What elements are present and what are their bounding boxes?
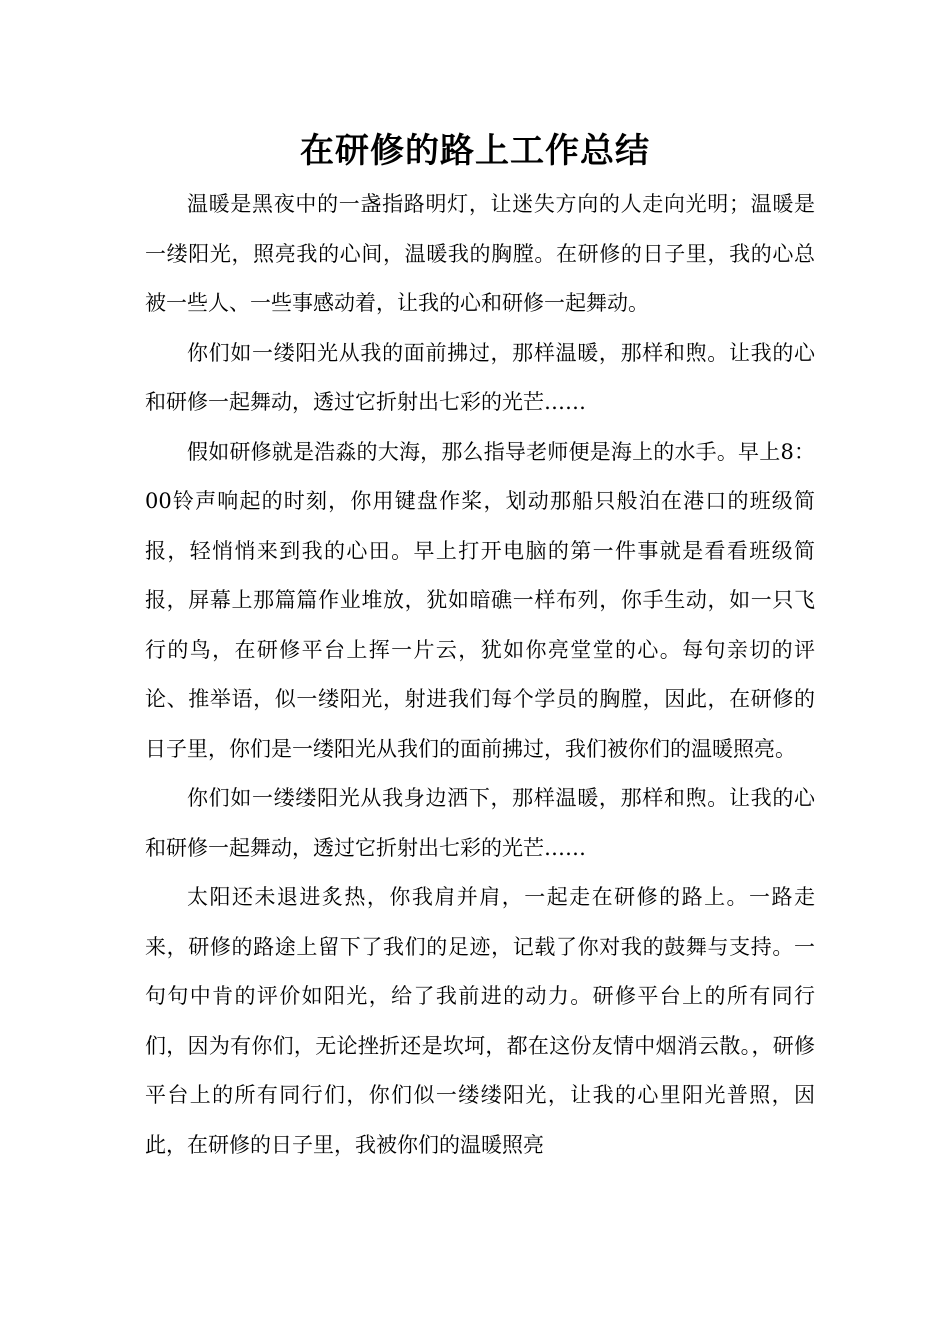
paragraph-2: 你们如一缕阳光从我的面前拂过，那样温暖，那样和煦。让我的心和研修一起舞动，透过它折射出七彩的光芒……	[145, 340, 815, 414]
document-title: 在研修的路上工作总结	[300, 131, 650, 171]
paragraph-1: 温暖是黑夜中的一盏指路明灯，让迷失方向的人走向光明；温暖是一缕阳光，照亮我的心间，温暖我的胸膛。在研修的日子里，我的心总被一些人、一些事感动着，让我的心和研修一起舞动。	[145, 192, 815, 315]
paragraph-4: 你们如一缕缕阳光从我身边洒下，那样温暖，那样和煦。让我的心和研修一起舞动，透过它折射出七彩的光芒……	[145, 786, 815, 860]
paragraph-5: 太阳还未退进炙热，你我肩并肩，一起走在研修的路上。一路走来，研修的路途上留下了我们的足迹，记载了你对我的鼓舞与支持。一句句中肯的评价如阳光，给了我前进的动力。研修平台上的所有同行们，因为有你们，无论挫折还是坎坷，都在这份友情中烟消云散。，研修平台上的所有同行们，你们似一缕缕阳光，让我的心里阳光普照，因此，在研修的日子里，我被你们的温暖照亮	[145, 885, 815, 1157]
document-body	[145, 180, 815, 1170]
paragraph-3: 假如研修就是浩淼的大海，那么指导老师便是海上的水手。早上8：00铃声响起的时刻，你用键盘作桨，划动那船只般泊在港口的班级简报，轻悄悄来到我的心田。早上打开电脑的第一件事就是看看班级简报，屏幕上那篇篇作业堆放，犹如暗礁一样布列，你手生动，如一只飞行的鸟，在研修平台上挥一片云，犹如你亮堂堂的心。每句亲切的评论、推举语，似一缕阳光，射进我们每个学员的胸膛，因此，在研修的日子里，你们是一缕阳光从我们的面前拂过，我们被你们的温暖照亮。	[145, 439, 815, 761]
